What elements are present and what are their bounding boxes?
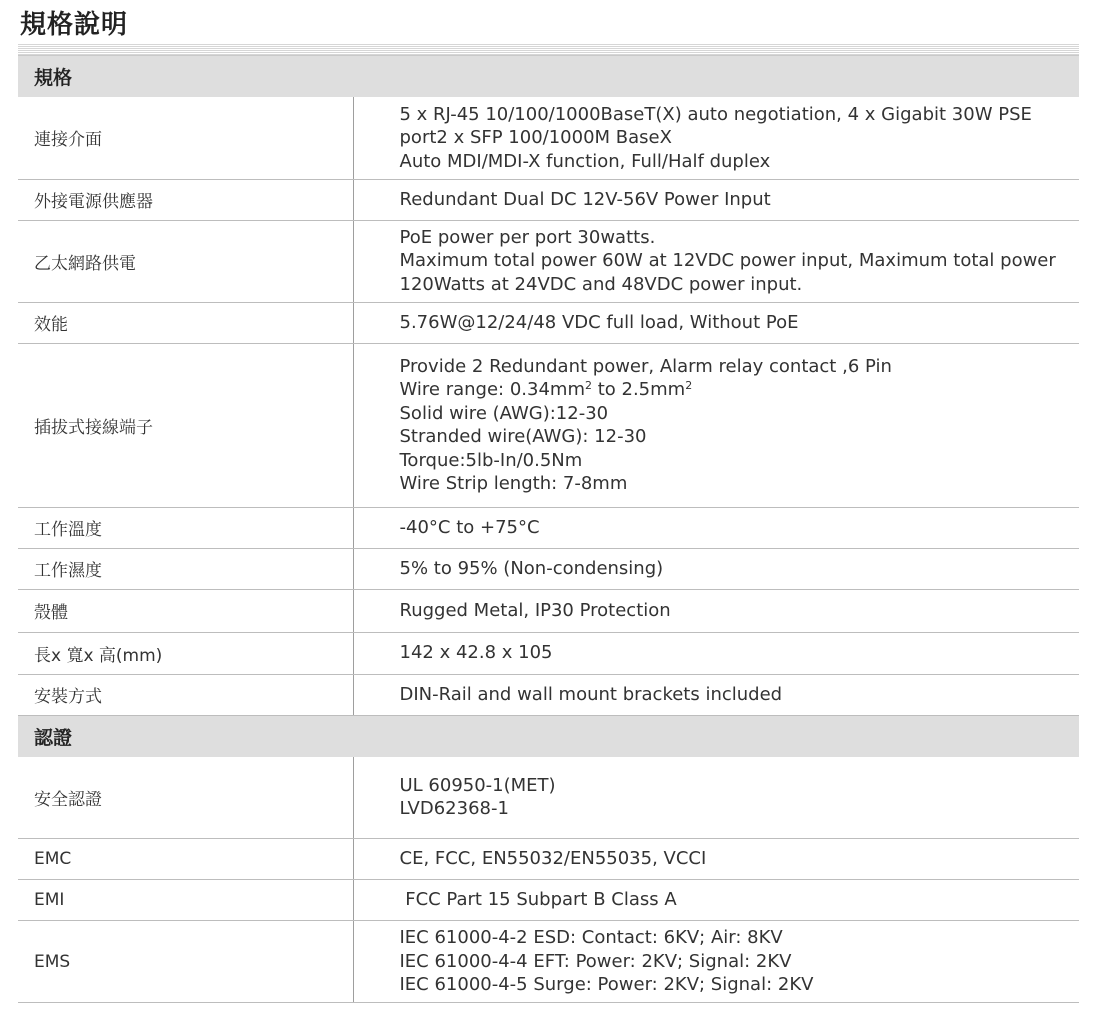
page-title: 規格說明 [20, 10, 129, 40]
spec-label: 長x 寬x 高(mm) [18, 632, 353, 674]
title-divider [18, 43, 1079, 55]
spec-value [353, 757, 1079, 839]
spec-value-line: 5% to 95% (Non-condensing) [399, 557, 664, 579]
spec-value [353, 839, 1079, 880]
spec-value [353, 97, 1079, 179]
spec-value [353, 674, 1079, 715]
spec-label: 安裝方式 [18, 674, 353, 715]
spec-label: EMC [18, 839, 353, 880]
spec-value-line: PoE power per port 30watts. [399, 226, 656, 248]
spec-row-operating-temp [18, 507, 1079, 548]
spec-label: 殼體 [18, 589, 353, 632]
spec-label: 乙太網路供電 [18, 220, 353, 302]
cert-row-safety [18, 757, 1079, 839]
spec-label: 工作溫度 [18, 507, 353, 548]
wire-range-end: to 2.5mm [591, 379, 686, 400]
spec-value-line: Maximum total power 60W at 12VDC power input, Maximum total power [399, 250, 1056, 272]
spec-value-line: Redundant Dual DC 12V-56V Power Input [399, 188, 771, 210]
superscript: 2 [584, 379, 592, 392]
spec-value [353, 548, 1079, 589]
spec-value-line: IEC 61000-4-2 ESD: Contact: 6KV; Air: 8KV [399, 927, 783, 949]
spec-value-line: UL 60950-1(MET) [399, 774, 556, 796]
spec-label: EMI [18, 880, 353, 921]
spec-row-terminal-block [18, 343, 1079, 507]
spec-row-dimensions [18, 632, 1079, 674]
spec-row-interface [18, 97, 1079, 179]
cert-row-emi [18, 880, 1079, 921]
spec-value-line: FCC Part 15 Subpart B Class A [399, 889, 677, 911]
spec-value [353, 302, 1079, 343]
spec-value-line: Auto MDI/MDI-X function, Full/Half duplex [399, 150, 771, 172]
spec-value [353, 880, 1079, 921]
spec-table [18, 55, 1079, 1003]
spec-label: 工作濕度 [18, 548, 353, 589]
spec-label: 安全認證 [18, 757, 353, 839]
section-header-label: 規格 [18, 56, 1079, 98]
spec-value [353, 507, 1079, 548]
spec-value-line: -40°C to +75°C [399, 516, 540, 538]
spec-label: 插拔式接線端子 [18, 343, 353, 507]
spec-value-line: 142 x 42.8 x 105 [399, 642, 553, 664]
superscript: 2 [685, 379, 693, 392]
section-header-certifications [18, 715, 1079, 757]
spec-value-line: Torque:5lb-In/0.5Nm [399, 449, 583, 471]
spec-value-line: CE, FCC, EN55032/EN55035, VCCI [399, 848, 707, 870]
spec-label: 外接電源供應器 [18, 179, 353, 220]
spec-value-line: IEC 61000-4-5 Surge: Power: 2KV; Signal: 2KV [399, 974, 814, 996]
cert-row-ems [18, 921, 1079, 1003]
spec-value-line: Stranded wire(AWG): 12-30 [399, 426, 647, 447]
spec-value-line: 5 x RJ-45 10/100/1000BaseT(X) auto negotiation, 4 x Gigabit 30W PSE [399, 103, 1032, 125]
spec-row-housing [18, 589, 1079, 632]
spec-value-line: Provide 2 Redundant power, Alarm relay contact ,6 Pin [399, 355, 892, 377]
spec-value [353, 179, 1079, 220]
spec-row-poe [18, 220, 1079, 302]
spec-value [353, 632, 1079, 674]
spec-label: EMS [18, 921, 353, 1003]
section-header-label: 認證 [18, 715, 1079, 757]
spec-row-mounting [18, 674, 1079, 715]
spec-label: 效能 [18, 302, 353, 343]
spec-value-line: port2 x SFP 100/1000M BaseX [399, 127, 672, 148]
spec-value-line: IEC 61000-4-4 EFT: Power: 2KV; Signal: 2KV [399, 950, 792, 972]
spec-value [353, 220, 1079, 302]
spec-value [353, 589, 1079, 632]
cert-row-emc [18, 839, 1079, 880]
spec-value-line: 120Watts at 24VDC and 48VDC power input. [399, 273, 803, 295]
section-header-specs [18, 56, 1079, 98]
spec-row-power-supply [18, 179, 1079, 220]
wire-range-start: Wire range: 0.34mm [399, 379, 585, 400]
spec-value-line: Wire Strip length: 7-8mm [399, 473, 628, 494]
spec-value-line: Rugged Metal, IP30 Protection [399, 599, 671, 621]
spec-value [353, 343, 1079, 507]
spec-value [353, 921, 1079, 1003]
spec-value-line: LVD62368-1 [399, 798, 509, 820]
spec-value-line-wire-range [400, 378, 1074, 402]
spec-label: 連接介面 [18, 97, 353, 179]
spec-value-line: 5.76W@12/24/48 VDC full load, Without PoE [399, 311, 799, 333]
spec-row-performance [18, 302, 1079, 343]
spec-value-line: Solid wire (AWG):12-30 [399, 402, 609, 424]
spec-row-humidity [18, 548, 1079, 589]
spec-value-line: DIN-Rail and wall mount brackets included [399, 683, 783, 705]
